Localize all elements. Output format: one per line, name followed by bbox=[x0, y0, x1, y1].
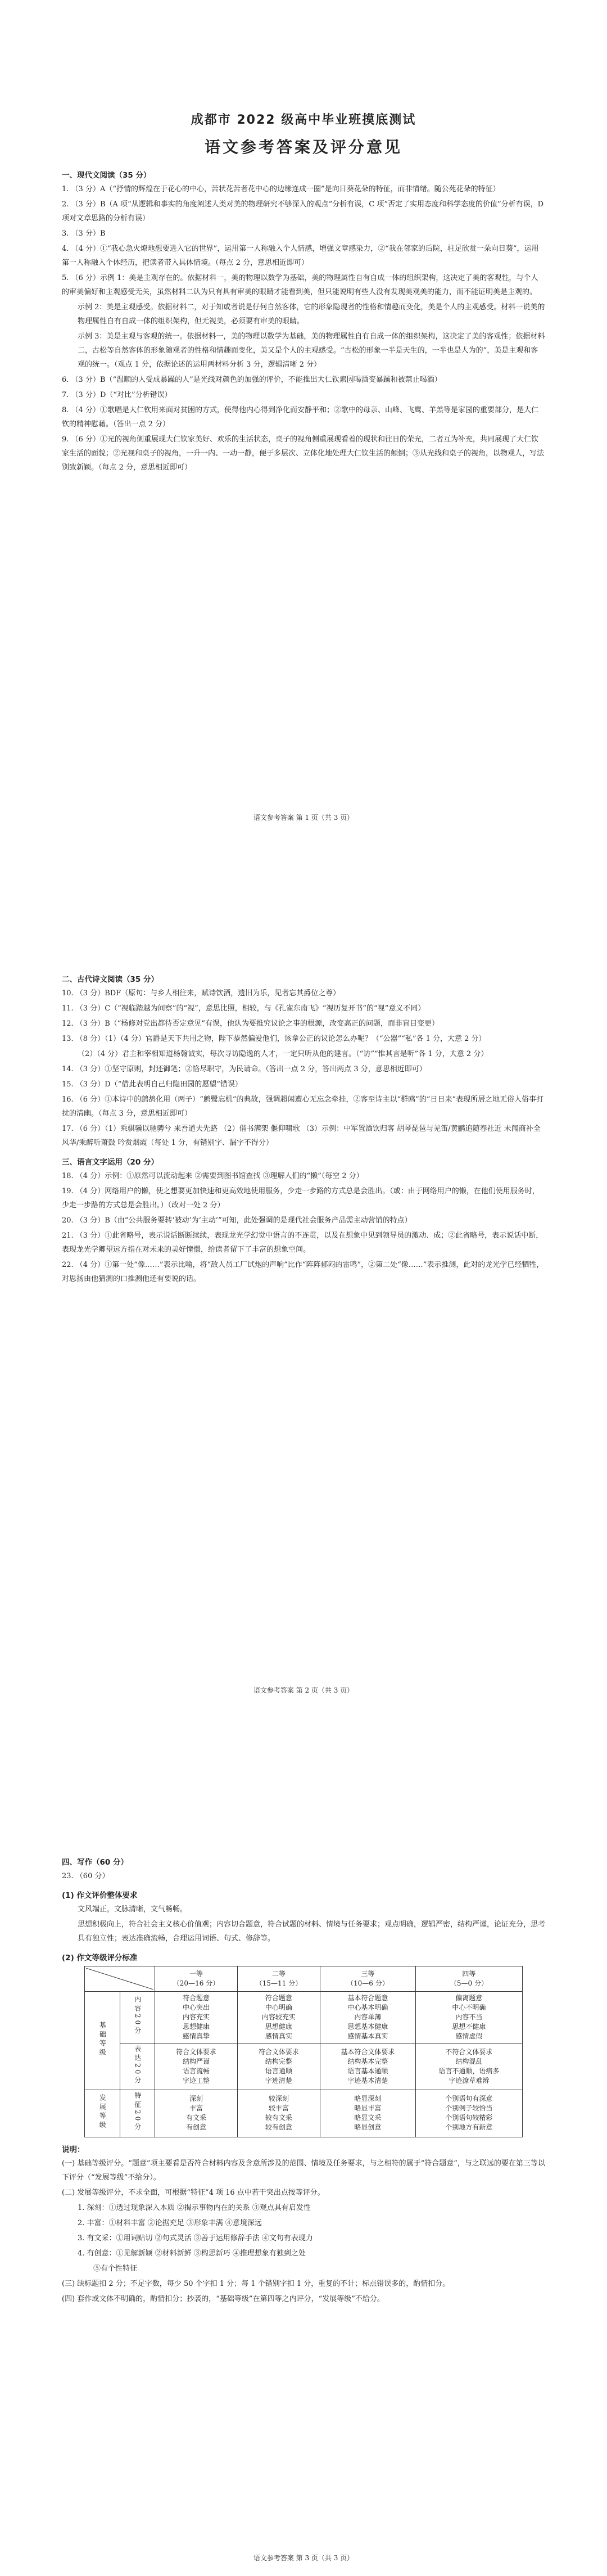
grade-header-2: 二等 （15—11 分） bbox=[237, 1966, 320, 1992]
answer-page-3 bbox=[0, 1788, 607, 2575]
page1-content bbox=[62, 163, 545, 476]
content-cell-1: 符合题意 中心突出 内容充实 思想健康 感情真挚 bbox=[155, 1992, 238, 2043]
answer-page-1 bbox=[0, 0, 607, 827]
page2-content bbox=[62, 967, 545, 1287]
grade-header-4: 四等 （5—0 分） bbox=[415, 1966, 522, 1992]
expression-cell-3: 基本符合文体要求 结构基本完整 语言基本通顺 字迹基本清楚 bbox=[320, 2043, 415, 2090]
note-2-item-4: 4. 有创意：①见解新颖 ②材料新鲜 ③构思新巧 ④推理想象有独到之处 bbox=[78, 2249, 306, 2258]
answer-q18: 18. （4 分）示例：①原然可以流动起来 ②需要到图书馆查找 ③理解人们的“懒”（每空 2 分） bbox=[62, 1172, 364, 1180]
answer-q2: 2. （3 分）B（A 项“从逻辑和事实的角度阐述人类对美的物理研究不够深入的观点”分析有误，C 项“否定了实用态度和科学态度的价值”分析有误，D 项对文章思路的分析有误） bbox=[62, 200, 544, 223]
answer-q7: 7. （3 分）D（“对比”分析错误） bbox=[62, 391, 172, 399]
answer-q12: 12. （3 分）B（“杨修对党出都待否定意见”有误，他认为要推究议论之事的根源，改变高正的问题，而非盲目变更） bbox=[62, 1019, 440, 1028]
grading-standard-heading: (2) 作文等级评分标准 bbox=[62, 1954, 138, 1963]
answer-q5-example-3: 示例 3：美是主观与客观的统一。依据材料一，美的物理以数学为基础，美的物理属性自有自成一体的组织架构，这决定了美的客观性；依据材料二，古松等自然客体的形象随观者的性格和情趣而变化，美又是个人的主观感受。“古松的形象一半是天生的，一半也是人为的”，美是主观和客观的统一。（观点 1 分，依据论述的运用两材料分析 3 分，逻辑清晰 2 分） bbox=[78, 332, 545, 369]
page-footer-3: 语文参考答案 第 3 页（共 3 页） bbox=[253, 2554, 354, 2562]
expression-cell-2: 符合文体要求 结构完整 语言通顺 字迹清楚 bbox=[237, 2043, 320, 2090]
note-2-item-4-extra: ⑤有个性特征 bbox=[93, 2264, 138, 2273]
answer-q19: 19. （4 分）网络用户的懒，使之想要更加快速和更高效地使用服务，少走一步路的方式总是会胜出。（或：由于网络用户的懒，在他们使用服务时，少走一步路的方式总是会胜出。）（改对一处 2 分） bbox=[62, 1187, 540, 1210]
exam-title: 成都市 2022 级高中毕业班摸底测试 bbox=[191, 113, 416, 127]
answer-q5: 5. （6 分）示例 1：美是主观存在的。依据材料一，美的物理以数学为基础，美的物理属性自有自成一体的组织架构，这决定了美的客观性，与个人的审美偏好和主观感受无关，虽然材料二认为只有具有审美的眼睛才能看到美，但只能说明有些人没有发现美观美的能力，而不能证明美是主观的。 bbox=[62, 274, 538, 296]
document-subtitle: 语文参考答案及评分意见 bbox=[204, 138, 402, 156]
section-heading-1: 一、现代文阅读（35 分） bbox=[62, 171, 151, 180]
answer-q16: 16. （6 分）①本诗中的鹧鸪化用（两子）“鹧鹭忘机”的典故，强调超闲遭心无忘念牵挂，②客至诗主以“群鸥”的“日日来”表现所居之地无俗人俗事打扰的清幽。（每点 3 分，意思相近即可） bbox=[62, 1095, 544, 1118]
answer-q13-2: （2）（4 分）君主和宰相知道杨翰诚实，每次寻访隐逸的人才，一定只听从他的建言。（“访”“惟其言是听”各 1 分，大意 2 分） bbox=[78, 1050, 488, 1058]
answer-q11: 11. （3 分）C（“视临踏越为间察”的“视”，意思比照，相较，与《孔雀东南飞》“视历复开书”的“视”意义不同） bbox=[62, 1004, 425, 1013]
note-2-item-2: 2. 丰富：①材料丰富 ②论据充足 ③形象丰满 ④意境深远 bbox=[78, 2218, 262, 2227]
answer-q22: 22. （4 分）①第一处“像……”表示比喻，将“敌人员工厂试炮的声响”比作“阵阵郁闷的雷鸣”，②第二处“像……”表示推测，此对的龙光学已经牺牲，对思扬由他猜测的口推测他还有要说的话。 bbox=[62, 1261, 544, 1283]
expression-cell-4: 不符合文体要求 结构混乱 语言不通顺，语病多 字迹潦草难辨 bbox=[415, 2043, 522, 2090]
writing-requirements-heading: (1) 作文评价整体要求 bbox=[62, 1891, 138, 1900]
page3-content bbox=[62, 1850, 545, 2307]
content-cell-3: 基本符合题意 中心基本明确 内容单薄 思想基本健康 感情基本真实 bbox=[320, 1992, 415, 2043]
note-3: (三) 缺标题扣 2 分；不足字数，每少 50 个字扣 1 分；每 1 个错别字扣 1 分，重复的不计；标点错误多的，酌情扣分。 bbox=[62, 2279, 450, 2288]
note-1: (一) 基础等级评分。“题意”项主要看是否符合材料内容及含意所涉及的范围、情境及任务要求，与之相符的属于“符合题意”，与之联远的要在第三等以下评分（“发展等级”不给分）。 bbox=[62, 2159, 545, 2182]
answer-q14: 14. （3 分）①坚守原则，封还御笔；②恪尽职守，为民请命。（答出一点 2 分，答出两点 3 分，意思相近即可） bbox=[62, 1065, 427, 1073]
section-heading-3: 三、语言文字运用（20 分） bbox=[62, 1158, 158, 1167]
answer-q13-1: 13. （8 分）（1）（4 分）官爵是天下共用之物，陛下恭然偏爱他们，该拿公正的议论怎么办呢？（“公器”“私”各 1 分，大意 2 分） bbox=[62, 1035, 486, 1043]
content-cell-4: 偏离题意 中心不明确 内容不当 思想不健康 感情虚假 bbox=[415, 1992, 522, 2043]
page-footer-2: 语文参考答案 第 2 页（共 3 页） bbox=[253, 1686, 354, 1694]
development-level-label: 发展等级 bbox=[85, 2090, 120, 2137]
feature-cell-2: 较深刻 较丰富 较有文采 较有创意 bbox=[237, 2090, 320, 2137]
expression-row-label: 表达20分 bbox=[120, 2043, 155, 2090]
note-2: (二) 发展等级评分，不求全面，可根据“特征”4 项 16 点中若干突出点按等评分。 bbox=[62, 2188, 325, 2197]
answer-page-2 bbox=[0, 900, 607, 1715]
grade-header-1: 一等 （20—16 分） bbox=[155, 1966, 238, 1992]
answer-q1: 1. （3 分）A（“抒情的辉煌在于花心的中心，苦状花苦者花中心的边缘连成一圈”是向日葵花朵的特征，而非情绪。随公苑花朵的特征） bbox=[62, 185, 500, 193]
page-footer-1: 语文参考答案 第 1 页（共 3 页） bbox=[253, 814, 354, 822]
section-heading-2: 二、古代诗文阅读（35 分） bbox=[62, 975, 158, 984]
section-heading-4: 四、写作（60 分） bbox=[62, 1858, 128, 1867]
note-2-item-3: 3. 有文采：①用词贴切 ②句式灵活 ③善于运用修辞手法 ④文句有表现力 bbox=[78, 2234, 313, 2243]
answer-q5-example-2: 示例 2：美是主观感受。依据材料二，对于知或者说是仔何自然客体，它的形象隐现者的性格和情趣而变化，美是个人的主观感受。材料一说美的物理属性自有自成一体的组织架构，但无视美，必须要有审美的眼睛。 bbox=[78, 303, 545, 326]
answer-q21: 21. （3 分）①此省略号，表示说话断断续续，表现龙光学幻觉中语言的不连贯，以及在想象中见到领导员的激动、成；②此省略号，表示说话中断，表现龙光学卿望远方指在对未来的美好憧憬，给读者留下了丰富的想象空间。 bbox=[62, 1231, 543, 1254]
basic-level-label: 基础等级 bbox=[85, 1992, 120, 2090]
answer-q9: 9. （6 分）①光的视角侧重展现大仁钦家美好、欢乐的生活状态，桌子的视角侧重展现看着的现状和往日的荣光，二者互为补充，共同展现了大仁钦家生活的面貌；②光视和桌子的视角，一升一内、一动一静，便于多层次、立体化地处理大仁钦生活的颠倒；③从光线和桌子的视角，以物观人，写法别致新颖。（每点 2 分，意思相近即可） bbox=[62, 435, 545, 472]
expression-cell-1: 符合文体要求 结构严谨 语言流畅 字迹工整 bbox=[155, 2043, 238, 2090]
answer-q3: 3. （3 分）B bbox=[62, 229, 106, 238]
answer-q4: 4. （4 分）①“我心急火燎地想要进入它的世界”，运用第一人称融入个人情感，增强文章感染力，②“我在邻家的后院，驻足欣赏一朵向日葵”，运用第一人称融入个体经历，把读者带入具体情境。（每点 2 分，意思相近即可） bbox=[62, 245, 539, 267]
notes-heading: 说明： bbox=[62, 2145, 85, 2154]
content-row-label: 内容20分 bbox=[120, 1992, 155, 2043]
writing-requirement-1: 文风端正，文脉清晰，文气畅畅。 bbox=[78, 1905, 188, 1914]
answer-q17: 17. （6 分）（1）乘骐骥以驰骋兮 来吾道夫先路 （2）借书满架 偃仰啸歌 （3）示例：中军置酒饮归客 胡琴琵琶与羌笛/黄鹂追随春社近 未闻商补全风华/乘醉听萧鼓 吟赏烟霞（每处 1 分，有错别字、漏字不得分） bbox=[62, 1125, 541, 1147]
table-corner-cell bbox=[85, 1966, 155, 1992]
feature-cell-1: 深刻 丰富 有文采 有创意 bbox=[155, 2090, 238, 2137]
note-2-item-1: 1. 深刻：①透过现象深入本质 ②揭示事物内在的关系 ③观点具有启发性 bbox=[78, 2203, 311, 2212]
grading-table bbox=[84, 1966, 523, 2137]
answer-q6: 6. （3 分）B（“温顺的人受成暴躁的人”是光线对颜色的加强的评价，不能推出大仁钦索因喝酒变暴躁和被禁止喝酒） bbox=[62, 376, 442, 384]
answer-q15: 15. （3 分）D（“借此表明自己归隐田园的愿望”错误） bbox=[62, 1080, 242, 1089]
answer-q8: 8. （4 分）①歌唱是大仁钦用来面对贫困的方式，使得他内心得到净化而安静平和；②歌中的母亲、山峰、飞鹰、羊羔等是家园的重要部分，是大仁钦的精神慰藉。（答出一点 2 分） bbox=[62, 406, 538, 428]
answer-q20: 20. （3 分）B（由“公共服务要转‘被动’为‘主动’”可知，此处强调的是现代社会服务产品需主动营销的特点） bbox=[62, 1216, 412, 1225]
note-4: (四) 套作或文体不明确的，酌情扣分；抄袭的，“基础等级”在第四等之内评分，“发展等级”不给分。 bbox=[62, 2294, 384, 2303]
content-cell-2: 符合题意 中心明确 内容较充实 思想健康 感情真实 bbox=[237, 1992, 320, 2043]
answer-q10: 10. （3 分）BDF（原句：与乡人相往来，赋诗饮酒，遗旧为乐，见者忘其爵位之尊） bbox=[62, 989, 341, 998]
feature-cell-3: 略显深刻 略显丰富 略显文采 略显创意 bbox=[320, 2090, 415, 2137]
feature-cell-4: 个别语句有深意 个别例子较恰当 个别语句较精彩 个别地方有新意 bbox=[415, 2090, 522, 2137]
writing-requirement-2: 思想积极向上，符合社会主义核心价值观；内容切合题意，符合试题的材料、情境与任务要求；观点明确，逻辑严密，结构严谨，论证充分，思考具有独立性；表达准确流畅，合理运用词语、句式、修辞等。 bbox=[78, 1920, 546, 1943]
grade-header-3: 三等 （10—6 分） bbox=[320, 1966, 415, 1992]
feature-row-label: 特征20分 bbox=[120, 2090, 155, 2137]
answer-q23: 23. （60 分） bbox=[62, 1872, 110, 1880]
